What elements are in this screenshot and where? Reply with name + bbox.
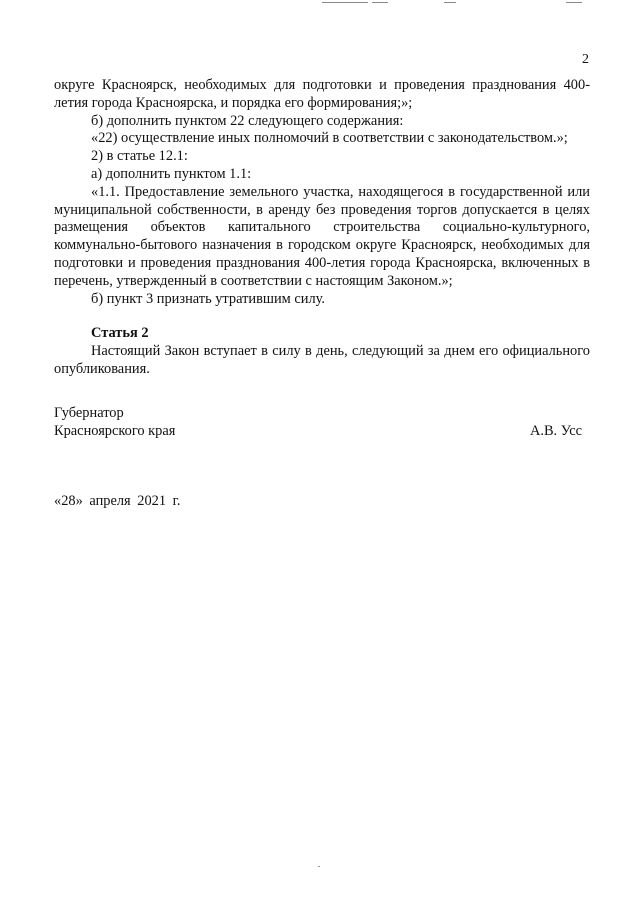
scan-artifact-line — [566, 2, 582, 3]
signatory-region: Красноярского края — [54, 422, 176, 439]
paragraph: «1.1. Предоставление земельного участка, находящегося в государственной или муниципальной собственности, в аренду без проведения торгов допускается в целях размещения объектов капитального строительства социально-культурного, коммунально-бытового назначения в городском округе Красноярск, необходимых для подготовки и проведения празднования 400-летия города Красноярска, включенных в перечень, утвержденный в соответствии с настоящим Законом.»; — [54, 183, 590, 289]
scan-artifact-line — [322, 2, 368, 3]
scan-artifact-line — [444, 2, 456, 3]
document-body — [54, 77, 590, 379]
paragraph: «22) осуществление иных полномочий в соответствии с законодательством.»; — [91, 130, 568, 147]
article-paragraph: Настоящий Закон вступает в силу в день, следующий за днем его официального опубликования. — [54, 343, 590, 377]
paragraph: а) дополнить пунктом 1.1: — [91, 165, 252, 182]
document-date: «28» апреля 2021 г. — [54, 493, 181, 509]
signatory-name: А.В. Усс — [529, 422, 582, 439]
paragraph: округе Красноярск, необходимых для подготовки и проведения празднования 400-летия города Красноярска, и порядка его формирования;»; — [54, 77, 590, 111]
paragraph: 2) в статье 12.1: — [91, 148, 188, 165]
scan-artifact-dot — [318, 866, 320, 867]
scan-artifact-line — [372, 2, 388, 3]
signatory-row — [54, 423, 590, 441]
paragraph: б) дополнить пунктом 22 следующего содержания: — [91, 112, 404, 129]
article-heading: Статья 2 — [91, 325, 149, 342]
page-number: 2 — [582, 52, 589, 67]
signatory-title: Губернатор — [54, 405, 124, 421]
paragraph: б) пункт 3 признать утратившим силу. — [91, 290, 326, 307]
signature-block — [54, 405, 590, 441]
